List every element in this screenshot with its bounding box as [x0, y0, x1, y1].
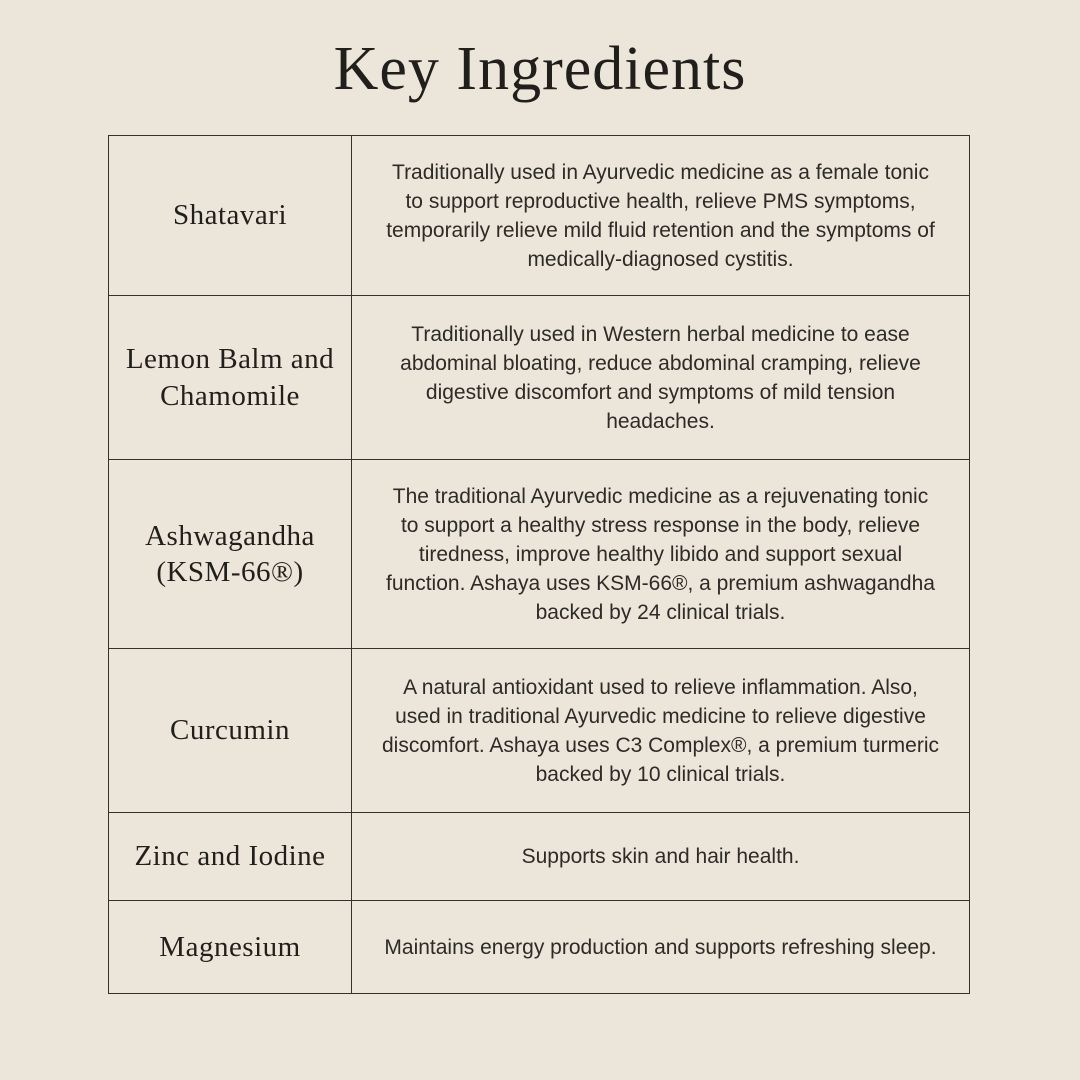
ingredient-description-cell: Traditionally used in Ayurvedic medicine as a female tonic to support reproductive health, relieve PMS symptoms, temporarily relieve mild fluid retention and the symptoms of medically-diagnosed cystitis.	[386, 160, 935, 271]
ingredient-name-cell: Zinc and Iodine	[109, 813, 352, 900]
table-row	[109, 296, 969, 460]
table-row	[109, 136, 969, 296]
ingredient-description-cell: The traditional Ayurvedic medicine as a rejuvenating tonic to support a healthy stress response in the body, relieve tiredness, improve healthy libido and support sexual function. Ashaya uses KSM-66®, a premium ashwagandha backed by 24 clinical trials.	[386, 484, 935, 624]
ingredient-name-cell: Magnesium	[109, 901, 352, 993]
ingredient-name-cell: Curcumin	[109, 649, 352, 812]
table-row	[109, 901, 969, 993]
ingredient-name-cell: Shatavari	[109, 136, 352, 295]
page-title: Key Ingredients	[333, 35, 747, 103]
ingredient-name-cell: Ashwagandha (KSM-66®)	[109, 460, 352, 648]
ingredient-description-cell: A natural antioxidant used to relieve inflammation. Also, used in traditional Ayurvedic medicine to relieve digestive discomfort. Ashaya uses C3 Complex®, a premium turmeric backed by 10 clinical trials.	[382, 675, 939, 786]
table-row	[109, 813, 969, 901]
ingredients-table	[108, 135, 970, 994]
ingredient-description-cell: Supports skin and hair health.	[521, 845, 800, 868]
ingredient-name-cell: Lemon Balm and Chamomile	[109, 296, 352, 459]
table-row	[109, 649, 969, 813]
table-row	[109, 460, 969, 649]
ingredient-description-cell: Maintains energy production and supports refreshing sleep.	[384, 935, 937, 959]
ingredient-description-cell: Traditionally used in Western herbal medicine to ease abdominal bloating, reduce abdominal cramping, relieve digestive discomfort and symptoms of mild tension headaches.	[400, 322, 921, 433]
